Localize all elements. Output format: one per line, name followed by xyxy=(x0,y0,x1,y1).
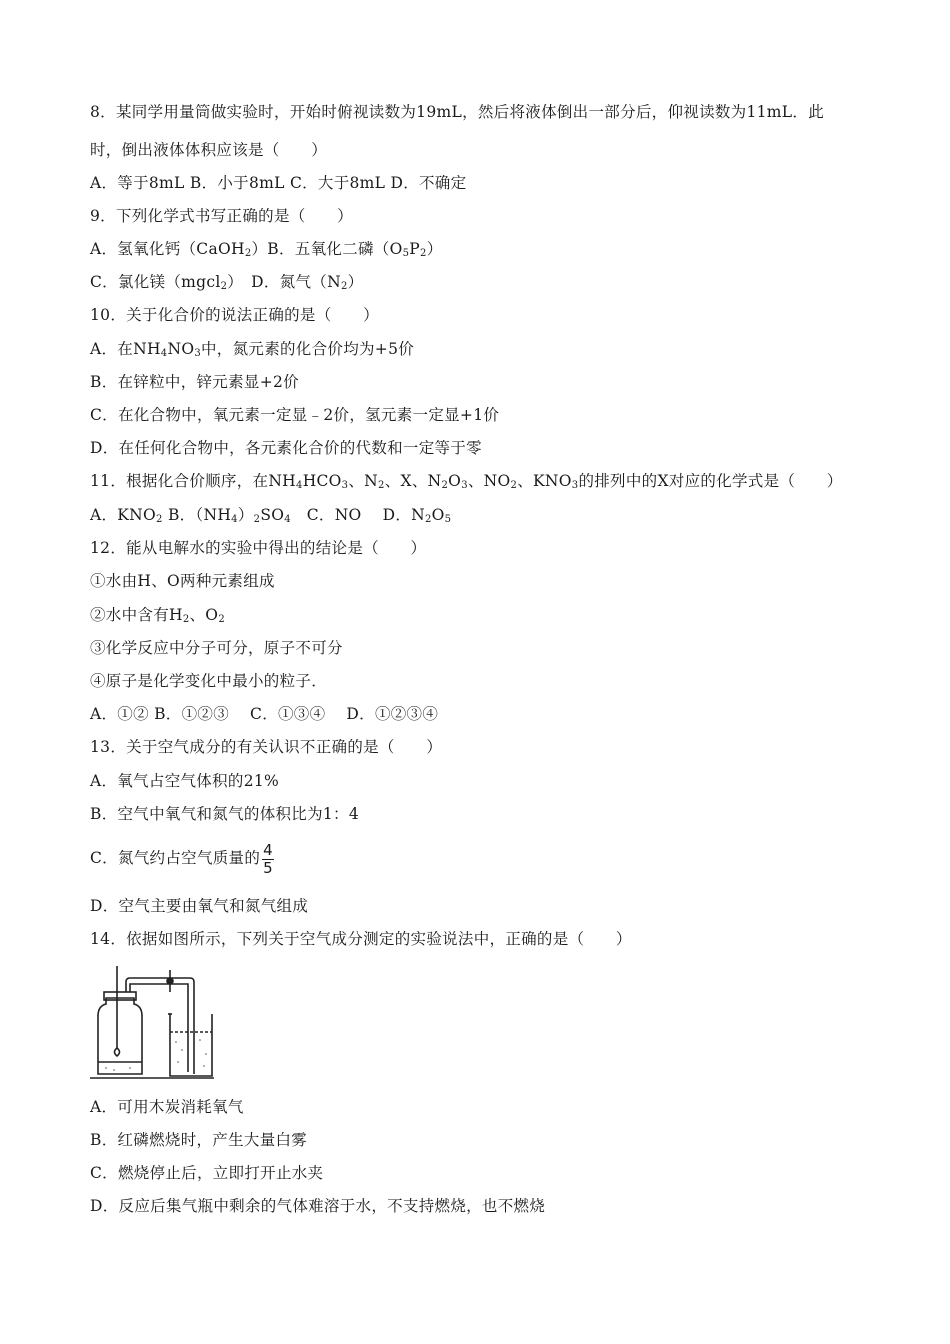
q8-stem-line1: 8．某同学用量筒做实验时，开始时俯视读数为19mL，然后将液体倒出一部分后，仰视读数为11mL．此 xyxy=(90,103,824,121)
q12-stem: 12．能从电解水的实验中得出的结论是（ ） xyxy=(90,539,427,557)
q8-stem-line2: 时，倒出液体体积应该是（ ） xyxy=(90,141,328,159)
q13-stem: 13．关于空气成分的有关认识不正确的是（ ） xyxy=(90,738,443,756)
q14-stem: 14．依据如图所示，下列关于空气成分测定的实验说法中，正确的是（ ） xyxy=(90,930,632,948)
q10-option-a: A．在$NH_4NO_3$中，氮元素的化合价均为+5价 xyxy=(90,340,415,359)
q13-option-b: B．空气中氧气和氮气的体积比为1：4 xyxy=(90,805,360,823)
q11-options: A．$KNO_2$ B．$(NH_4)_2SO_4$ C．NO D．$N_2O_5$ xyxy=(90,506,452,525)
q12-options: A．①② B．①②③ C．①③④ D．①②③④ xyxy=(90,705,439,723)
q10-option-d: D．在任何化合物中，各元素化合价的代数和一定等于零 xyxy=(90,439,482,457)
q8-options: A．等于8mL B．小于8mL C．大于8mL D．不确定 xyxy=(90,174,467,192)
q12-item-1: ①水由H、O两种元素组成 xyxy=(90,572,275,590)
q10-stem: 10．关于化合价的说法正确的是（ ） xyxy=(90,306,379,324)
q10-option-c: C．在化合物中，氧元素一定显﹣2价，氢元素一定显+1价 xyxy=(90,406,500,424)
q11-stem: 11．根据化合价顺序，在$NH_4HCO_3$、$N_2$、X、$N_2O_3$、$NO_2$、$KNO_3$的排列中的X对应的化学式是（ ） xyxy=(90,472,843,491)
q13-option-d: D．空气主要由氧气和氮气组成 xyxy=(90,897,309,915)
q12-item-3: ③化学反应中分子可分，原子不可分 xyxy=(90,639,343,657)
fraction-numerator: 4 xyxy=(263,841,274,859)
q13-option-a: A．氧气占空气体积的21% xyxy=(90,772,280,790)
air-composition-apparatus-figure xyxy=(90,962,214,1082)
q10-option-b: B．在锌粒中，锌元素显+2价 xyxy=(90,373,299,391)
q9-options-cd: C．氯化镁（mgcl$_2$） D．氮气$(N_2)$ xyxy=(90,273,364,292)
q14-option-d: D．反应后集气瓶中剩余的气体难溶于水，不支持燃烧，也不燃烧 xyxy=(90,1197,546,1215)
q12-item-4: ④原子是化学变化中最小的粒子． xyxy=(90,672,328,690)
fraction-denominator: 5 xyxy=(263,859,274,877)
q9-stem: 9．下列化学式书写正确的是（ ） xyxy=(90,207,353,225)
q14-option-c: C．燃烧停止后，立即打开止水夹 xyxy=(90,1164,324,1182)
q12-item-2: ②水中含有$H_2$、$O_2$ xyxy=(90,606,225,625)
q13-option-c: C．氮气约占空气质量的 $\frac{4}{5}$ xyxy=(90,841,274,877)
q14-option-a: A．可用木炭消耗氧气 xyxy=(90,1098,244,1116)
fraction xyxy=(262,842,274,876)
q9-options-ab: A．氢氧化钙（CaOH$_2$）B．五氧化二磷$(O_5P_2)$ xyxy=(90,240,443,259)
q14-option-b: B．红磷燃烧时，产生大量白雾 xyxy=(90,1131,308,1149)
